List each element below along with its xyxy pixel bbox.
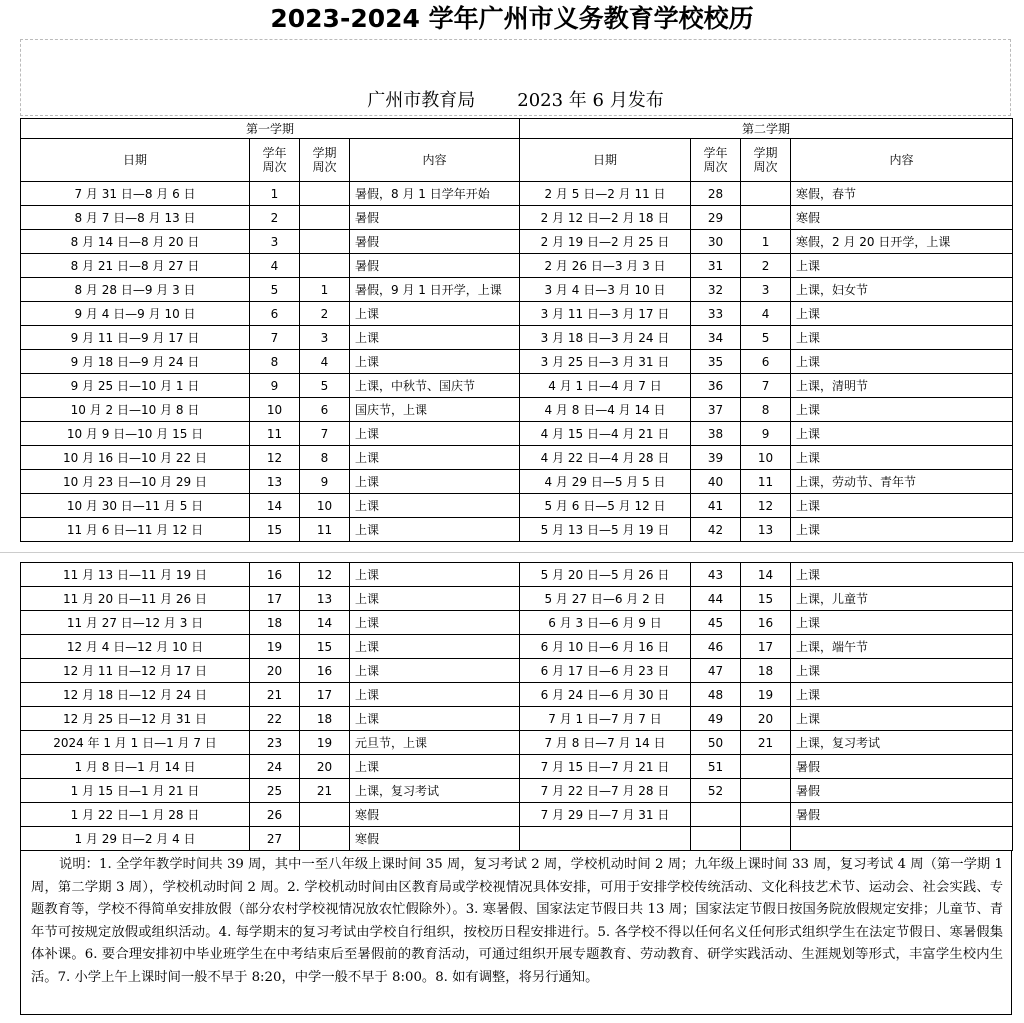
content-sem2: 上课 — [791, 446, 1013, 470]
subtitle — [20, 88, 1011, 114]
term-week-sem1: 6 — [300, 398, 350, 422]
date-sem2: 7 月 15 日—7 月 21 日 — [520, 755, 691, 779]
date-sem1: 8 月 28 日—9 月 3 日 — [21, 278, 250, 302]
content-sem2: 上课，端午节 — [791, 635, 1013, 659]
date-sem2 — [520, 827, 691, 851]
content-sem1: 上课 — [350, 707, 520, 731]
term-week-sem1: 17 — [300, 683, 350, 707]
term-week-sem1: 10 — [300, 494, 350, 518]
table-row — [21, 779, 1013, 803]
table-row — [21, 611, 1013, 635]
year-week-sem2: 30 — [691, 230, 741, 254]
year-week-sem2: 47 — [691, 659, 741, 683]
term-week-sem1 — [300, 206, 350, 230]
table-row — [21, 374, 1013, 398]
table-row — [21, 803, 1013, 827]
content-sem2: 寒假，2 月 20 日开学，上课 — [791, 230, 1013, 254]
year-week-sem2: 39 — [691, 446, 741, 470]
content-sem1: 上课，中秋节、国庆节 — [350, 374, 520, 398]
term-week-sem1 — [300, 254, 350, 278]
col-content-2: 内容 — [791, 139, 1013, 182]
year-week-sem1: 24 — [250, 755, 300, 779]
calendar-table-part2 — [20, 562, 1013, 851]
content-sem2 — [791, 827, 1013, 851]
content-sem2: 上课 — [791, 707, 1013, 731]
year-week-sem1: 9 — [250, 374, 300, 398]
term-week-sem2 — [741, 206, 791, 230]
year-week-sem2: 32 — [691, 278, 741, 302]
term-week-sem1: 11 — [300, 518, 350, 542]
notes: 说明：1. 全学年教学时间共 39 周，其中一至八年级上课时间 35 周，复习考试 2 周，学校机动时间 2 周；九年级上课时间 33 周，复习考试 4 周（第一学期 1 周，第二学期 3 周），学校机动时间 2 周。2. 学校机动时间由区教育局或学校视情况具体安排，可用于安排学校传统活动、文化科技艺术节、运动会、社会实践、专题教育等，学校不得简单安排放假（部分农村学校视情况放农忙假除外）。3. 寒暑假、国家法定节假日共 13 周；国家法定节假日按国务院放假规定安排；儿童节、青年节可按规定放假或组织活动。4. 每学期末的复习考试由学校自行组织，按校历日程安排进行。5. 各学校不得以任何名义任何形式组织学生在法定节假日、寒暑假集体补课。6. 要合理安排初中毕业班学生在中考结束后至暑假前的教育活动，可通过组织开展专题教育、劳动教育、研学实践活动、生涯规划等形式，丰富学生校内生活。7. 小学上午上课时间一般不早于 8:20，中学一般不早于 8:00。8. 如有调整，将另行通知。 — [20, 851, 1012, 1015]
date-sem2: 2 月 12 日—2 月 18 日 — [520, 206, 691, 230]
term-week-sem2: 21 — [741, 731, 791, 755]
content-sem2: 上课 — [791, 494, 1013, 518]
table-row — [21, 398, 1013, 422]
date-sem2: 5 月 20 日—5 月 26 日 — [520, 563, 691, 587]
table-row — [21, 731, 1013, 755]
table-row — [21, 206, 1013, 230]
year-week-sem1: 3 — [250, 230, 300, 254]
content-sem2: 寒假，春节 — [791, 182, 1013, 206]
term-week-sem2: 4 — [741, 302, 791, 326]
date-sem1: 10 月 30 日—11 月 5 日 — [21, 494, 250, 518]
content-sem2: 上课 — [791, 422, 1013, 446]
date-sem2: 7 月 1 日—7 月 7 日 — [520, 707, 691, 731]
year-week-sem1: 21 — [250, 683, 300, 707]
term-week-sem1 — [300, 827, 350, 851]
date-sem2: 7 月 8 日—7 月 14 日 — [520, 731, 691, 755]
term-week-sem2: 10 — [741, 446, 791, 470]
term-week-sem1: 9 — [300, 470, 350, 494]
date-sem1: 1 月 22 日—1 月 28 日 — [21, 803, 250, 827]
content-sem2: 上课 — [791, 254, 1013, 278]
content-sem1: 上课 — [350, 563, 520, 587]
term-week-sem2: 13 — [741, 518, 791, 542]
term-week-sem1: 19 — [300, 731, 350, 755]
term-week-sem2 — [741, 755, 791, 779]
date-sem2: 3 月 25 日—3 月 31 日 — [520, 350, 691, 374]
content-sem2: 上课 — [791, 518, 1013, 542]
year-week-sem1: 14 — [250, 494, 300, 518]
year-week-sem1: 27 — [250, 827, 300, 851]
date-sem2: 4 月 1 日—4 月 7 日 — [520, 374, 691, 398]
content-sem1: 暑假 — [350, 254, 520, 278]
col-content-1: 内容 — [350, 139, 520, 182]
year-week-sem2: 44 — [691, 587, 741, 611]
table-row — [21, 755, 1013, 779]
content-sem1: 上课 — [350, 659, 520, 683]
date-sem1: 7 月 31 日—8 月 6 日 — [21, 182, 250, 206]
year-week-sem2: 45 — [691, 611, 741, 635]
term-week-sem2: 5 — [741, 326, 791, 350]
year-week-sem1: 1 — [250, 182, 300, 206]
date-sem1: 12 月 11 日—12 月 17 日 — [21, 659, 250, 683]
term-week-sem1: 16 — [300, 659, 350, 683]
date-sem1: 1 月 15 日—1 月 21 日 — [21, 779, 250, 803]
content-sem1: 上课 — [350, 446, 520, 470]
content-sem1: 暑假，8 月 1 日学年开始 — [350, 182, 520, 206]
content-sem1: 上课 — [350, 518, 520, 542]
date-sem2: 3 月 11 日—3 月 17 日 — [520, 302, 691, 326]
content-sem1: 上课 — [350, 587, 520, 611]
date-sem2: 3 月 4 日—3 月 10 日 — [520, 278, 691, 302]
date-sem1: 1 月 8 日—1 月 14 日 — [21, 755, 250, 779]
date-sem1: 9 月 11 日—9 月 17 日 — [21, 326, 250, 350]
term-week-sem2: 19 — [741, 683, 791, 707]
col-term-week-1: 学期 周次 — [300, 139, 350, 182]
date-sem1: 9 月 25 日—10 月 1 日 — [21, 374, 250, 398]
date-sem2: 7 月 22 日—7 月 28 日 — [520, 779, 691, 803]
page-title: 2023-2024 学年广州市义务教育学校校历 — [270, 4, 754, 33]
content-sem1: 上课 — [350, 326, 520, 350]
term-week-sem2 — [741, 182, 791, 206]
term-week-sem1: 2 — [300, 302, 350, 326]
table-row — [21, 683, 1013, 707]
content-sem1: 上课 — [350, 422, 520, 446]
date-sem2: 5 月 13 日—5 月 19 日 — [520, 518, 691, 542]
publisher: 广州市教育局 — [367, 90, 476, 111]
date-sem1: 10 月 9 日—10 月 15 日 — [21, 422, 250, 446]
term-week-sem1: 15 — [300, 635, 350, 659]
col-date-1: 日期 — [21, 139, 250, 182]
year-week-sem1: 8 — [250, 350, 300, 374]
col-year-week-1: 学年 周次 — [250, 139, 300, 182]
date-sem2: 5 月 6 日—5 月 12 日 — [520, 494, 691, 518]
table-row — [21, 230, 1013, 254]
content-sem1: 上课 — [350, 494, 520, 518]
table-row — [21, 587, 1013, 611]
content-sem1: 暑假，9 月 1 日开学，上课 — [350, 278, 520, 302]
content-sem2: 上课，儿童节 — [791, 587, 1013, 611]
table-row — [21, 518, 1013, 542]
content-sem2: 上课 — [791, 398, 1013, 422]
term-week-sem2: 16 — [741, 611, 791, 635]
date-sem1: 8 月 7 日—8 月 13 日 — [21, 206, 250, 230]
table-row — [21, 635, 1013, 659]
col-date-2: 日期 — [520, 139, 691, 182]
year-week-sem1: 16 — [250, 563, 300, 587]
year-week-sem1: 12 — [250, 446, 300, 470]
content-sem1: 寒假 — [350, 803, 520, 827]
content-sem1: 上课 — [350, 350, 520, 374]
date-sem2: 2 月 5 日—2 月 11 日 — [520, 182, 691, 206]
date-sem1: 1 月 29 日—2 月 4 日 — [21, 827, 250, 851]
date-sem2: 4 月 29 日—5 月 5 日 — [520, 470, 691, 494]
col-term-week-2: 学期 周次 — [741, 139, 791, 182]
term-week-sem2: 8 — [741, 398, 791, 422]
year-week-sem2: 46 — [691, 635, 741, 659]
date-sem2: 2 月 19 日—2 月 25 日 — [520, 230, 691, 254]
date-sem2: 4 月 22 日—4 月 28 日 — [520, 446, 691, 470]
content-sem1: 国庆节，上课 — [350, 398, 520, 422]
year-week-sem1: 2 — [250, 206, 300, 230]
year-week-sem1: 13 — [250, 470, 300, 494]
term-week-sem1: 21 — [300, 779, 350, 803]
year-week-sem2: 50 — [691, 731, 741, 755]
content-sem1: 寒假 — [350, 827, 520, 851]
table-row — [21, 182, 1013, 206]
content-sem2: 上课 — [791, 659, 1013, 683]
semester2-header: 第二学期 — [520, 119, 1013, 139]
content-sem2: 暑假 — [791, 779, 1013, 803]
content-sem1: 上课 — [350, 302, 520, 326]
term-week-sem2: 9 — [741, 422, 791, 446]
table-row — [21, 470, 1013, 494]
date-sem1: 9 月 4 日—9 月 10 日 — [21, 302, 250, 326]
date-sem2: 6 月 24 日—6 月 30 日 — [520, 683, 691, 707]
content-sem2: 上课 — [791, 683, 1013, 707]
date-sem1: 2024 年 1 月 1 日—1 月 7 日 — [21, 731, 250, 755]
table-row — [21, 563, 1013, 587]
publish-date: 2023 年 6 月发布 — [517, 90, 664, 111]
year-week-sem1: 17 — [250, 587, 300, 611]
table-row — [21, 659, 1013, 683]
term-week-sem1: 14 — [300, 611, 350, 635]
semester1-header: 第一学期 — [21, 119, 520, 139]
year-week-sem2: 28 — [691, 182, 741, 206]
content-sem1: 暑假 — [350, 230, 520, 254]
term-week-sem1: 3 — [300, 326, 350, 350]
content-sem2: 上课 — [791, 611, 1013, 635]
date-sem1: 12 月 18 日—12 月 24 日 — [21, 683, 250, 707]
term-week-sem2: 3 — [741, 278, 791, 302]
year-week-sem1: 23 — [250, 731, 300, 755]
year-week-sem1: 15 — [250, 518, 300, 542]
year-week-sem1: 26 — [250, 803, 300, 827]
date-sem2: 6 月 3 日—6 月 9 日 — [520, 611, 691, 635]
date-sem2: 3 月 18 日—3 月 24 日 — [520, 326, 691, 350]
term-week-sem1: 8 — [300, 446, 350, 470]
year-week-sem1: 11 — [250, 422, 300, 446]
term-week-sem2: 15 — [741, 587, 791, 611]
date-sem2: 4 月 8 日—4 月 14 日 — [520, 398, 691, 422]
content-sem1: 暑假 — [350, 206, 520, 230]
term-week-sem2: 17 — [741, 635, 791, 659]
term-week-sem2 — [741, 779, 791, 803]
date-sem1: 11 月 20 日—11 月 26 日 — [21, 587, 250, 611]
content-sem2: 上课，妇女节 — [791, 278, 1013, 302]
table-row — [21, 707, 1013, 731]
content-sem1: 上课 — [350, 755, 520, 779]
date-sem1: 8 月 14 日—8 月 20 日 — [21, 230, 250, 254]
year-week-sem2: 51 — [691, 755, 741, 779]
year-week-sem1: 20 — [250, 659, 300, 683]
date-sem1: 8 月 21 日—8 月 27 日 — [21, 254, 250, 278]
date-sem1: 10 月 23 日—10 月 29 日 — [21, 470, 250, 494]
year-week-sem2: 48 — [691, 683, 741, 707]
term-week-sem2: 12 — [741, 494, 791, 518]
term-week-sem1: 1 — [300, 278, 350, 302]
content-sem1: 上课 — [350, 683, 520, 707]
content-sem2: 上课，复习考试 — [791, 731, 1013, 755]
content-sem2: 上课，劳动节、青年节 — [791, 470, 1013, 494]
table-row — [21, 494, 1013, 518]
year-week-sem2: 34 — [691, 326, 741, 350]
table-row — [21, 350, 1013, 374]
content-sem2: 暑假 — [791, 755, 1013, 779]
table-row — [21, 254, 1013, 278]
year-week-sem1: 19 — [250, 635, 300, 659]
term-week-sem2: 6 — [741, 350, 791, 374]
year-week-sem2: 33 — [691, 302, 741, 326]
table-row — [21, 278, 1013, 302]
term-week-sem2 — [741, 827, 791, 851]
table-row — [21, 446, 1013, 470]
table-row — [21, 302, 1013, 326]
content-sem2: 上课 — [791, 302, 1013, 326]
year-week-sem2: 52 — [691, 779, 741, 803]
year-week-sem1: 22 — [250, 707, 300, 731]
year-week-sem2: 40 — [691, 470, 741, 494]
term-week-sem2: 11 — [741, 470, 791, 494]
content-sem2: 寒假 — [791, 206, 1013, 230]
content-sem2: 暑假 — [791, 803, 1013, 827]
date-sem2: 7 月 29 日—7 月 31 日 — [520, 803, 691, 827]
date-sem1: 12 月 4 日—12 月 10 日 — [21, 635, 250, 659]
year-week-sem2: 36 — [691, 374, 741, 398]
term-week-sem1: 18 — [300, 707, 350, 731]
date-sem2: 4 月 15 日—4 月 21 日 — [520, 422, 691, 446]
term-week-sem1: 20 — [300, 755, 350, 779]
year-week-sem1: 6 — [250, 302, 300, 326]
page-break — [0, 552, 1024, 553]
year-week-sem2: 37 — [691, 398, 741, 422]
year-week-sem2: 42 — [691, 518, 741, 542]
term-week-sem1: 7 — [300, 422, 350, 446]
date-sem1: 9 月 18 日—9 月 24 日 — [21, 350, 250, 374]
term-week-sem1 — [300, 803, 350, 827]
term-week-sem1: 5 — [300, 374, 350, 398]
content-sem1: 上课 — [350, 470, 520, 494]
col-year-week-2: 学年 周次 — [691, 139, 741, 182]
year-week-sem2: 49 — [691, 707, 741, 731]
year-week-sem2: 38 — [691, 422, 741, 446]
year-week-sem2: 29 — [691, 206, 741, 230]
date-sem1: 12 月 25 日—12 月 31 日 — [21, 707, 250, 731]
date-sem1: 11 月 6 日—11 月 12 日 — [21, 518, 250, 542]
year-week-sem1: 25 — [250, 779, 300, 803]
term-week-sem2: 18 — [741, 659, 791, 683]
year-week-sem2: 43 — [691, 563, 741, 587]
year-week-sem1: 4 — [250, 254, 300, 278]
table-row — [21, 422, 1013, 446]
date-sem2: 6 月 17 日—6 月 23 日 — [520, 659, 691, 683]
content-sem1: 上课，复习考试 — [350, 779, 520, 803]
year-week-sem1: 5 — [250, 278, 300, 302]
date-sem1: 11 月 27 日—12 月 3 日 — [21, 611, 250, 635]
content-sem2: 上课，清明节 — [791, 374, 1013, 398]
date-sem1: 11 月 13 日—11 月 19 日 — [21, 563, 250, 587]
table-row — [21, 326, 1013, 350]
date-sem1: 10 月 16 日—10 月 22 日 — [21, 446, 250, 470]
term-week-sem1: 4 — [300, 350, 350, 374]
year-week-sem2: 41 — [691, 494, 741, 518]
term-week-sem2: 1 — [741, 230, 791, 254]
year-week-sem2 — [691, 827, 741, 851]
date-sem2: 5 月 27 日—6 月 2 日 — [520, 587, 691, 611]
year-week-sem2 — [691, 803, 741, 827]
term-week-sem1 — [300, 230, 350, 254]
year-week-sem1: 7 — [250, 326, 300, 350]
term-week-sem2: 7 — [741, 374, 791, 398]
content-sem2: 上课 — [791, 563, 1013, 587]
year-week-sem1: 10 — [250, 398, 300, 422]
calendar-table-part1 — [20, 118, 1013, 542]
content-sem1: 上课 — [350, 635, 520, 659]
term-week-sem1: 13 — [300, 587, 350, 611]
date-sem1: 10 月 2 日—10 月 8 日 — [21, 398, 250, 422]
date-sem2: 2 月 26 日—3 月 3 日 — [520, 254, 691, 278]
content-sem1: 上课 — [350, 611, 520, 635]
content-sem2: 上课 — [791, 350, 1013, 374]
term-week-sem1: 12 — [300, 563, 350, 587]
term-week-sem2: 2 — [741, 254, 791, 278]
table-row — [21, 827, 1013, 851]
term-week-sem2: 20 — [741, 707, 791, 731]
date-sem2: 6 月 10 日—6 月 16 日 — [520, 635, 691, 659]
year-week-sem2: 31 — [691, 254, 741, 278]
content-sem2: 上课 — [791, 326, 1013, 350]
term-week-sem2: 14 — [741, 563, 791, 587]
year-week-sem1: 18 — [250, 611, 300, 635]
content-sem1: 元旦节，上课 — [350, 731, 520, 755]
year-week-sem2: 35 — [691, 350, 741, 374]
term-week-sem1 — [300, 182, 350, 206]
term-week-sem2 — [741, 803, 791, 827]
